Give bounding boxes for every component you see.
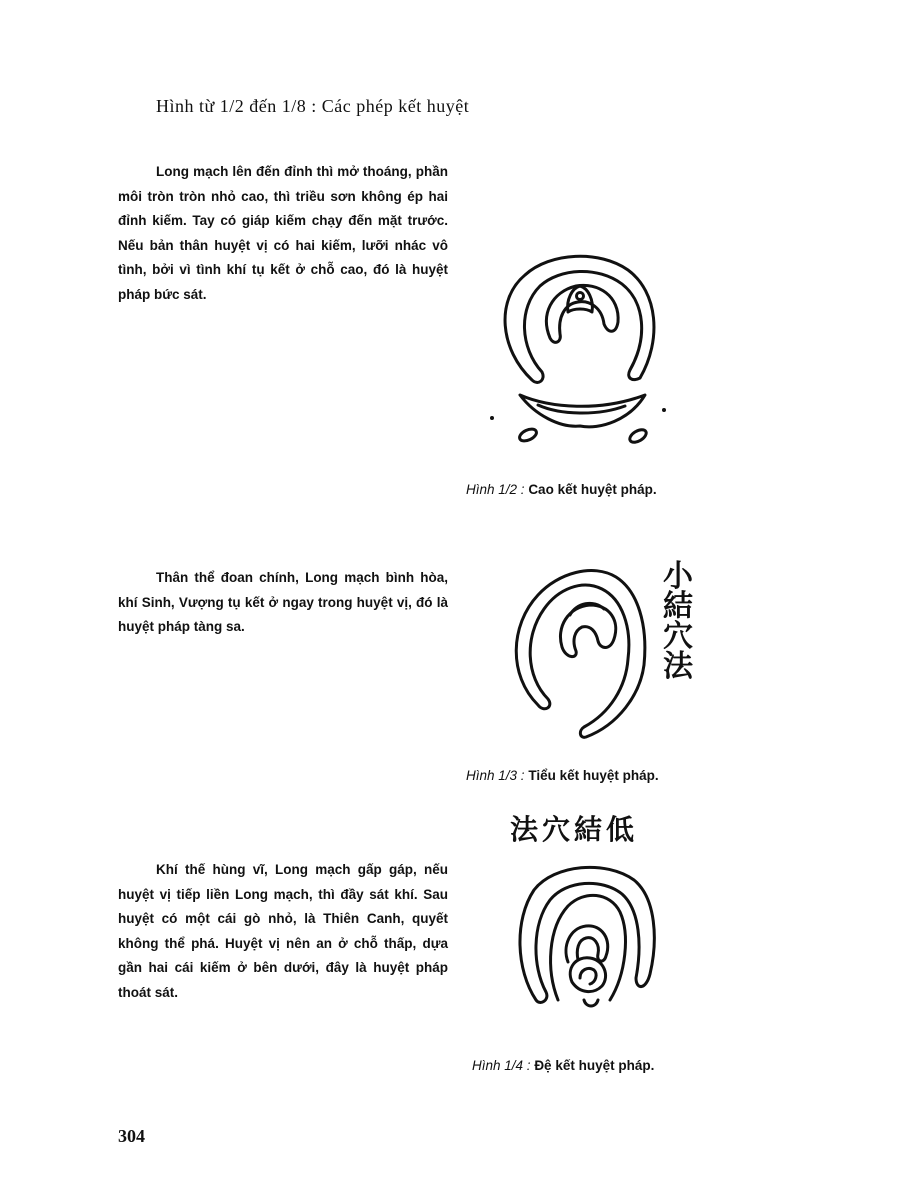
vertical-char-3: 穴 (663, 619, 693, 654)
vertical-char-1: 小 (663, 559, 693, 594)
vertical-char-2: 結 (663, 589, 693, 624)
vertical-chinese-label (660, 559, 696, 684)
figure-1-2-caption-label: Hình 1/2 : (466, 482, 525, 497)
page-number: 304 (118, 1126, 145, 1146)
paragraph-3 (118, 858, 448, 1005)
page-title: Hình từ 1/2 đến 1/8 : Các phép kết huyệt (156, 96, 470, 116)
figure-1-2-diagram (480, 230, 680, 460)
paragraph-1-text: Long mạch lên đến đỉnh thì mở thoáng, phần môi tròn tròn nhỏ cao, thì triều sơn không ép hai đỉnh kiếm. Tay có giáp kiếm chạy đến mặt trước. Nếu bản thân huyệt vị có hai kiếm, lưỡi nhác vô tình, bởi vì tình khí tụ kết ở chỗ cao, đó là huyệt pháp bức sát. (118, 164, 448, 302)
paragraph-2 (118, 566, 448, 640)
paragraph-2-text: Thân thể đoan chính, Long mạch bình hòa, khí Sinh, Vượng tụ kết ở ngay trong huyệt vị, đó là huyệt pháp tàng sa. (118, 570, 448, 634)
figure-1-4-diagram (506, 850, 666, 1040)
figure-1-2-caption (466, 482, 657, 497)
horizontal-chinese-label: 法穴結低 (510, 813, 639, 846)
figure-1-4-caption-label: Hình 1/4 : (472, 1058, 531, 1073)
figure-1-3-caption-text: Tiểu kết huyệt pháp. (528, 768, 659, 783)
figure-1-2-caption-text: Cao kết huyệt pháp. (528, 482, 657, 497)
paragraph-3-text: Khí thế hùng vĩ, Long mạch gấp gáp, nếu huyệt vị tiếp liền Long mạch, thì đầy sát khí. Sau huyệt có một cái gò nhỏ, là Thiên Canh, quyết không thể phá. Huyệt vị nên an ở chỗ thấp, dựa gần hai cái kiếm ở bên dưới, đây là huyệt pháp thoát sát. (118, 862, 448, 1000)
figure-1-3-caption-label: Hình 1/3 : (466, 768, 525, 783)
figure-1-4-caption-text: Đệ kết huyệt pháp. (534, 1058, 655, 1073)
paragraph-1 (118, 160, 448, 307)
figure-1-4-caption (472, 1058, 654, 1073)
figure-1-3-caption (466, 768, 659, 783)
vertical-char-4: 法 (663, 649, 693, 684)
figure-1-3-diagram (498, 555, 658, 745)
